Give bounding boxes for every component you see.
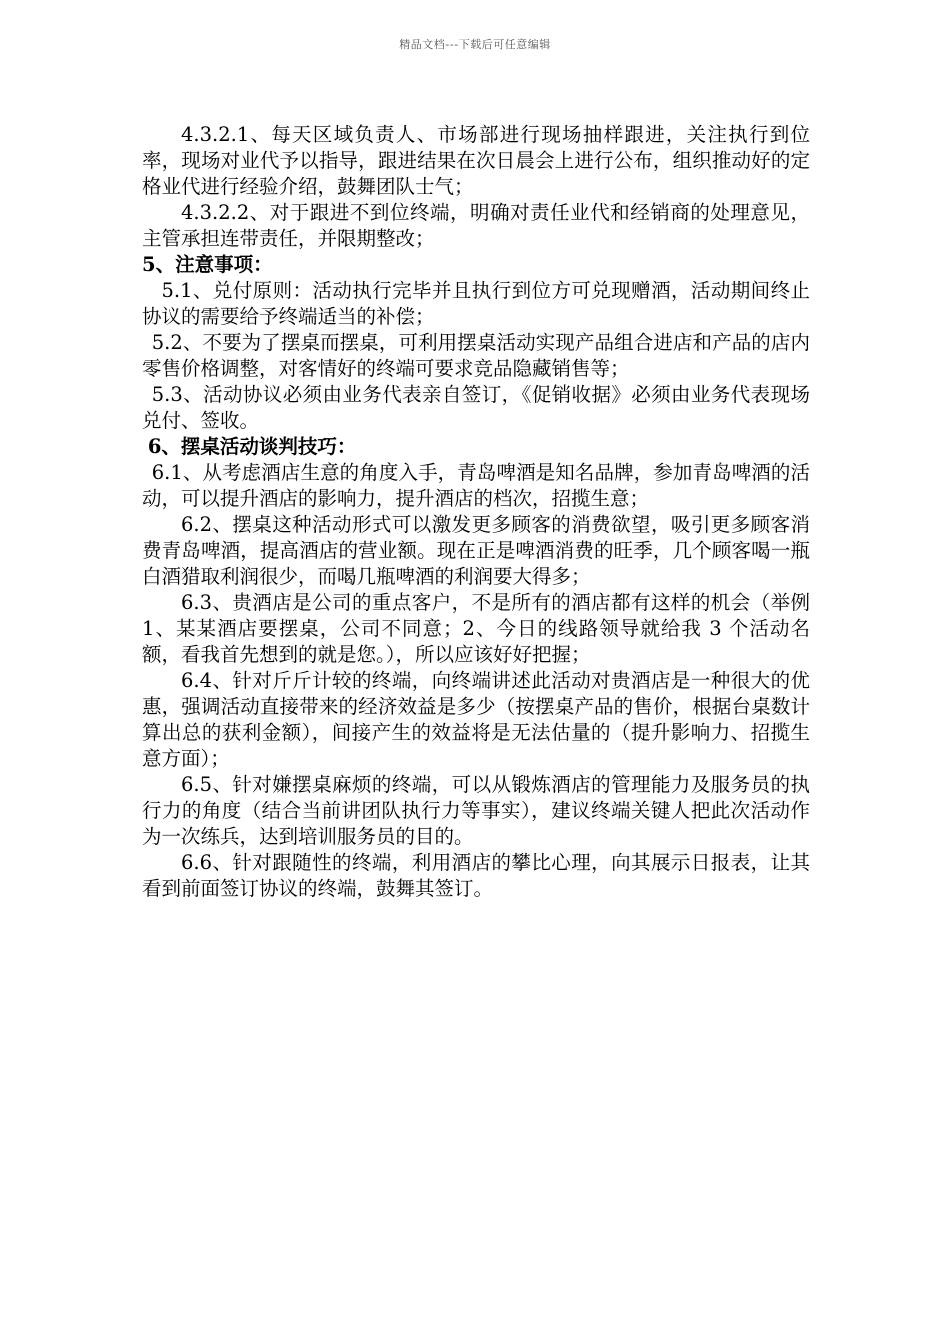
paragraph-4-3-2-1: 4.3.2.1、每天区域负责人、市场部进行现场抽样跟进，关注执行到位率，现场对业代予以指导，跟进结果在次日晨会上进行公布，组织推动好的定格业代进行经验介绍，鼓舞团队士气； — [142, 123, 810, 198]
paragraph-6-6: 6.6、针对跟随性的终端，利用酒店的攀比心理，向其展示日报表，让其看到前面签订协议的终端，鼓舞其签订。 — [142, 851, 810, 900]
paragraph-6-2: 6.2、摆桌这种活动形式可以激发更多顾客的消费欲望，吸引更多顾客消费青岛啤酒，提高酒店的营业额。现在正是啤酒消费的旺季，几个顾客喝一瓶白酒猎取利润很少，而喝几瓶啤酒的利润要大得多； — [142, 513, 810, 588]
paragraph-4-3-2-2: 4.3.2.2、对于跟进不到位终端，明确对责任业代和经销商的处理意见，主管承担连带责任，并限期整改； — [142, 201, 810, 250]
paragraph-6-5: 6.5、针对嫌摆桌麻烦的终端，可以从锻炼酒店的管理能力及服务员的执行力的角度（结合当前讲团队执行力等事实），建议终端关键人把此次活动作为一次练兵，达到培训服务员的目的。 — [142, 773, 810, 848]
paragraph-6-4: 6.4、针对斤斤计较的终端，向终端讲述此活动对贵酒店是一种很大的优惠，强调活动直接带来的经济效益是多少（按摆桌产品的售价，根据台桌数计算出总的获利金额），间接产生的效益将是无法估量的（提升影响力、招揽生意方面）； — [142, 669, 810, 770]
paragraph-6-1: 6.1、从考虑酒店生意的角度入手，青岛啤酒是知名品牌，参加青岛啤酒的活动，可以提升酒店的影响力，提升酒店的档次，招揽生意； — [142, 461, 810, 510]
page-header: 精品文档---下载后可任意编辑 — [399, 38, 551, 51]
document-body — [142, 122, 810, 902]
paragraph-5-2: 5.2、不要为了摆桌而摆桌，可利用摆桌活动实现产品组合进店和产品的店内零售价格调整，对客情好的终端可要求竞品隐藏销售等； — [142, 331, 810, 380]
paragraph-6-3: 6.3、贵酒店是公司的重点客户，不是所有的酒店都有这样的机会（举例 1、某某酒店要摆桌，公司不同意；2、今日的线路领导就给我 3 个活动名额，看我首先想到的就是您。），所以应该好好把握； — [142, 591, 810, 666]
paragraph-5-1: 5.1、兑付原则：活动执行完毕并且执行到位方可兑现赠酒，活动期间终止协议的需要给予终端适当的补偿； — [142, 279, 810, 328]
section-heading-5: 5、注意事项： — [142, 253, 273, 276]
paragraph-5-3: 5.3、活动协议必须由业务代表亲自签订，《促销收据》必须由业务代表现场兑付、签收。 — [142, 383, 810, 432]
section-heading-6: 6、摆桌活动谈判技巧： — [147, 435, 357, 458]
